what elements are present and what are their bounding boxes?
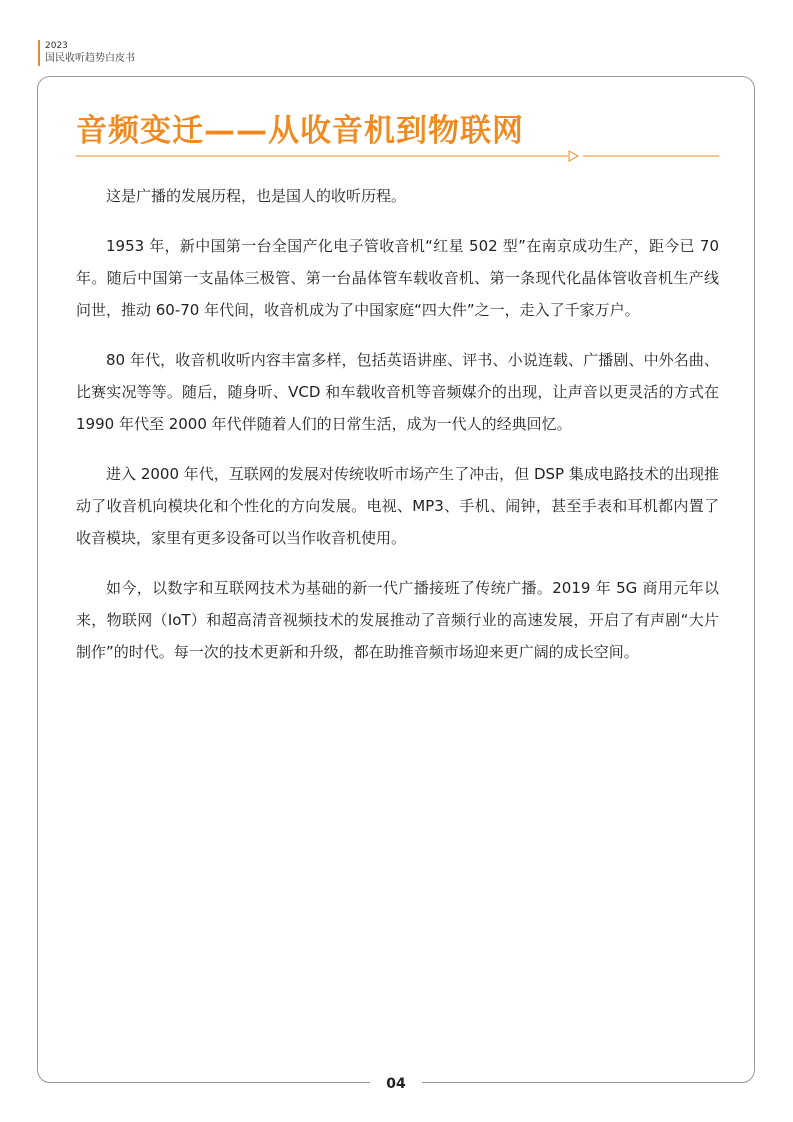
paragraph: 如今，以数字和互联网技术为基础的新一代广播接班了传统广播。2019 年 5G 商用元年以来，物联网（IoT）和超高清音视频技术的发展推动了音频行业的高速发展，开启了有声剧“大片制作”的时代。每一次的技术更新和升级，都在助推音频市场迎来更广阔的成长空间。 [76,579,719,661]
paragraph: 进入 2000 年代，互联网的发展对传统收听市场产生了冲击，但 DSP 集成电路技术的出现推动了收音机向模块化和个性化的方向发展。电视、MP3、手机、闹钟，甚至手表和耳机都内置了收音模块，家里有更多设备可以当作收音机使用。 [76,465,719,547]
title-divider [76,149,719,163]
header-title: 国民收听趋势白皮书 [45,53,135,64]
header [38,40,135,66]
arrow-marker-icon [569,151,578,161]
header-year: 2023 [45,41,68,51]
page-footer [370,1070,422,1096]
article-body [76,180,719,686]
page-title: 音频变迁——从收音机到物联网 [76,113,524,149]
paragraph: 这是广播的发展历程，也是国人的收听历程。 [106,187,407,205]
paragraph: 80 年代，收音机收听内容丰富多样，包括英语讲座、评书、小说连载、广播剧、中外名曲、比赛实况等等。随后，随身听、VCD 和车载收音机等音频媒介的出现，让声音以更灵活的方式在 1990 年代至 2000 年代伴随着人们的日常生活，成为一代人的经典回忆。 [76,351,719,433]
page-number: 04 [386,1076,406,1092]
paragraph: 1953 年，新中国第一台全国产化电子管收音机“红星 502 型”在南京成功生产，距今已 70 年。随后中国第一支晶体三极管、第一台晶体管车载收音机、第一条现代化晶体管收音机生产线问世，推动 60-70 年代间，收音机成为了中国家庭“四大件”之一，走入了千家万户。 [76,237,719,319]
